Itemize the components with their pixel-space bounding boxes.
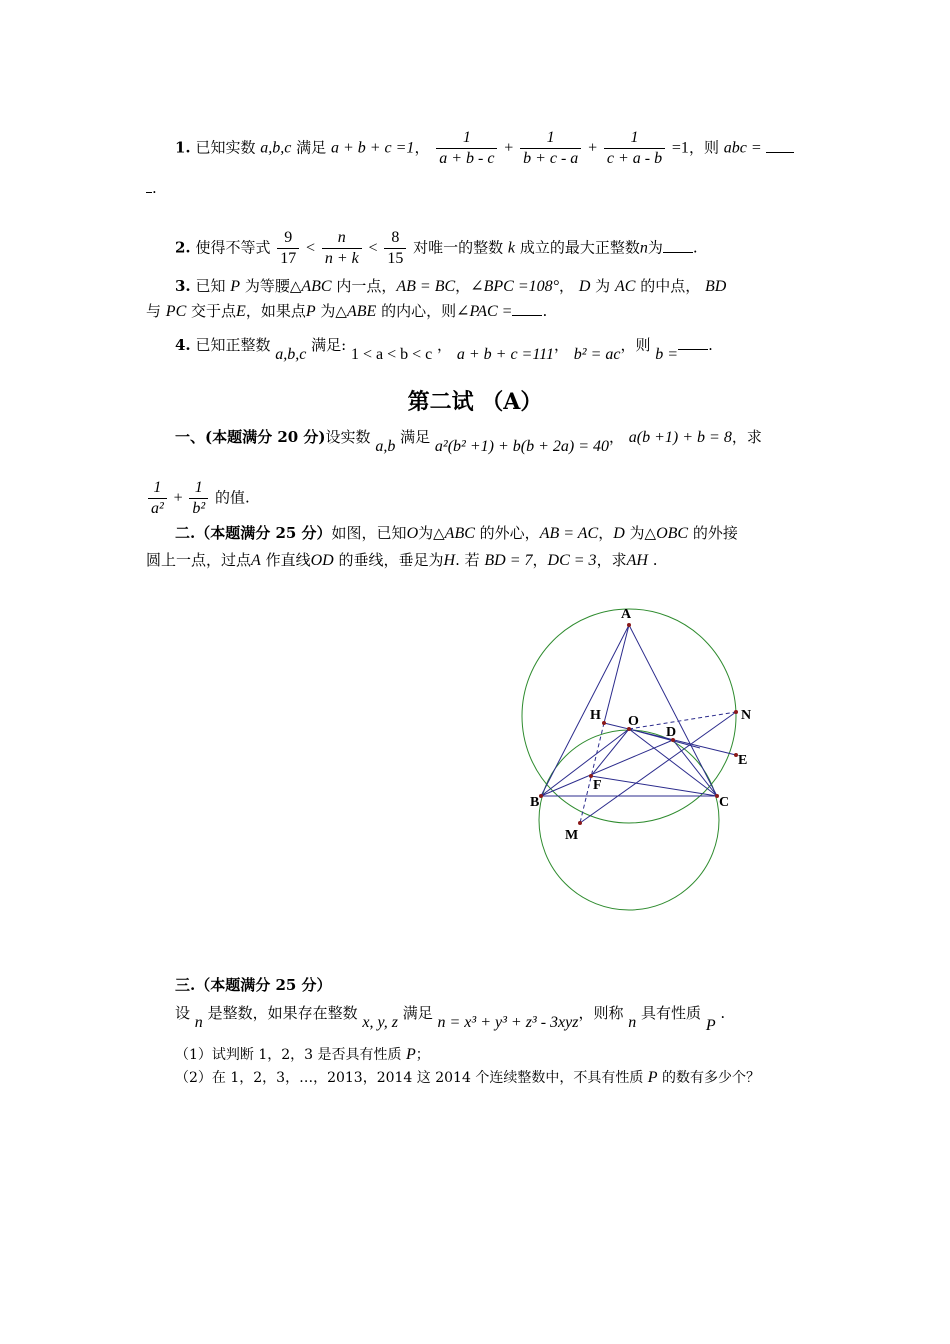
math: abc = bbox=[723, 139, 762, 157]
label-o: O bbox=[628, 714, 639, 729]
text: ； bbox=[415, 1047, 430, 1063]
point-h bbox=[602, 721, 606, 725]
math: AB = BC bbox=[396, 278, 456, 295]
text: 满足 bbox=[400, 428, 431, 446]
segment-ah bbox=[604, 625, 629, 723]
text: 成立的最大正整数 bbox=[519, 238, 640, 257]
math: a,b,c bbox=[275, 346, 307, 363]
math: a,b,c bbox=[260, 139, 292, 157]
math: DC = 3 bbox=[547, 552, 597, 569]
math: O bbox=[406, 525, 419, 542]
segment-od-ext bbox=[629, 729, 700, 748]
point-m bbox=[578, 821, 582, 825]
math: A bbox=[251, 552, 261, 569]
math: ABE bbox=[346, 303, 377, 320]
math: + bbox=[504, 139, 514, 157]
math: b = bbox=[655, 346, 679, 363]
text: . bbox=[542, 302, 548, 320]
math: 1 < a < b < c bbox=[350, 346, 433, 363]
text: . bbox=[692, 238, 698, 257]
problem-3-sub-1 bbox=[175, 1045, 430, 1065]
text: . bbox=[652, 551, 658, 569]
math: AC bbox=[614, 278, 636, 295]
math: b² = ac bbox=[573, 346, 621, 363]
fraction: $\frac{8}{15}$ bbox=[384, 228, 406, 269]
fraction: $\frac{n}{n + k}$ bbox=[322, 228, 362, 269]
math: a²(b² +1) + b(b + 2a) = 40 bbox=[434, 438, 609, 455]
text: 的值. bbox=[214, 488, 250, 507]
text: 如图，已知 bbox=[331, 524, 407, 542]
segment-bo bbox=[541, 729, 629, 796]
math: ABC bbox=[301, 278, 332, 295]
math: P bbox=[305, 303, 316, 320]
label-h: H bbox=[590, 708, 601, 723]
text: 的中点， bbox=[640, 277, 701, 295]
dashed-on bbox=[629, 712, 736, 729]
math: ∠PAC = bbox=[456, 303, 513, 320]
text: . bbox=[152, 179, 157, 197]
math: AH bbox=[626, 552, 648, 569]
math: P bbox=[647, 1069, 658, 1086]
label-b: B bbox=[530, 795, 540, 810]
math: a(b +1) + b = 8 bbox=[628, 429, 732, 446]
text: 内一点， bbox=[336, 277, 397, 295]
question-number: 3. bbox=[175, 277, 191, 295]
text: 为等腰△ bbox=[244, 277, 302, 295]
point-n bbox=[734, 710, 738, 714]
problem-3-line-1 bbox=[175, 1003, 726, 1034]
math: ABC bbox=[444, 525, 475, 542]
label-f: F bbox=[593, 778, 602, 793]
math: a + b + c =1 bbox=[330, 139, 415, 157]
text: ，如果点 bbox=[245, 302, 306, 320]
problem-3-heading: 三.（本题满分 25 分） bbox=[175, 976, 332, 994]
label-d: D bbox=[666, 725, 677, 740]
math: E bbox=[236, 303, 246, 320]
text: . bbox=[708, 336, 713, 354]
segment-bd bbox=[541, 740, 673, 796]
text: 是整数，如果存在整数 bbox=[207, 1004, 358, 1022]
math: + bbox=[173, 489, 183, 507]
fraction: $\frac{1}{\text{a²}}$ bbox=[148, 478, 167, 519]
text: 的垂线，垂足为 bbox=[338, 551, 444, 569]
text: ， bbox=[414, 138, 430, 157]
text: ， bbox=[455, 277, 471, 295]
text: 的数有多少个？ bbox=[662, 1070, 761, 1086]
math: D bbox=[613, 525, 625, 542]
segment-mn bbox=[580, 712, 736, 823]
math: k bbox=[507, 239, 516, 257]
label-e: E bbox=[738, 753, 748, 768]
math: BD bbox=[704, 278, 727, 295]
math: AB = AC bbox=[539, 525, 599, 542]
math: ∠BPC =108° bbox=[470, 278, 560, 295]
math: < bbox=[368, 239, 378, 257]
label-a: A bbox=[621, 607, 632, 622]
question-number: 2. bbox=[175, 238, 191, 257]
text: 满足: bbox=[311, 336, 347, 354]
text: 设实数 bbox=[325, 428, 371, 446]
text: ， bbox=[608, 428, 624, 446]
text: 为 bbox=[647, 238, 663, 257]
text: 的外心， bbox=[479, 524, 540, 542]
point-a bbox=[627, 623, 631, 627]
math: n bbox=[194, 1014, 203, 1031]
text: ， bbox=[598, 524, 614, 542]
fraction: $\frac{1}{\text{b²}}$ bbox=[189, 478, 208, 519]
text: ，则 bbox=[620, 336, 651, 354]
text: 交于点 bbox=[191, 302, 237, 320]
fraction: $\frac{1}{a + b - c}$ bbox=[436, 128, 497, 169]
text: ， bbox=[553, 336, 569, 354]
question-number: 1. bbox=[175, 138, 191, 157]
text: 为 bbox=[595, 277, 611, 295]
math: n = x³ + y³ + z³ - 3xyz bbox=[437, 1014, 579, 1031]
text: 作直线 bbox=[265, 551, 311, 569]
point-b bbox=[539, 794, 543, 798]
text: . 若 bbox=[455, 551, 480, 569]
circumcircle-obc bbox=[539, 730, 719, 910]
section-title: 第二试 （A） bbox=[407, 389, 543, 415]
math: x, y, z bbox=[362, 1014, 398, 1031]
text: ， bbox=[437, 336, 453, 354]
text: . bbox=[720, 1004, 726, 1022]
text: 使得不等式 bbox=[195, 238, 271, 257]
text: ， bbox=[559, 277, 575, 295]
text: 的内心，则 bbox=[381, 302, 457, 320]
problem-heading: 二.（本题满分 25 分） bbox=[175, 524, 332, 542]
text: 对唯一的整数 bbox=[413, 238, 504, 257]
text: ，求 bbox=[731, 428, 762, 446]
text: 具有性质 bbox=[641, 1004, 702, 1022]
math: PC bbox=[165, 303, 187, 320]
label-c: C bbox=[719, 795, 730, 810]
math: P bbox=[230, 278, 241, 295]
fraction: $\frac{1}{b + c - a}$ bbox=[520, 128, 581, 169]
text: 满足 bbox=[296, 138, 327, 157]
math: a + b + c =111 bbox=[456, 346, 554, 363]
text: ，则 bbox=[688, 138, 719, 157]
fraction: $\frac{9}{17}$ bbox=[277, 228, 299, 269]
text: 已知实数 bbox=[195, 138, 256, 157]
math: D bbox=[578, 278, 591, 295]
text: 已知正整数 bbox=[195, 336, 271, 354]
question-number: 4. bbox=[175, 336, 191, 354]
text: 圆上一点，过点 bbox=[146, 551, 252, 569]
math: + bbox=[588, 139, 598, 157]
segment-fc bbox=[591, 776, 717, 796]
math: n bbox=[628, 1014, 637, 1031]
label-n: N bbox=[741, 708, 752, 723]
text: ，求 bbox=[596, 551, 627, 569]
math: < bbox=[306, 239, 316, 257]
triangle-abc bbox=[541, 625, 717, 796]
text: （2）在 1，2，3，…，2013，2014 这 2014 个连续整数中，不具有性质 bbox=[175, 1070, 644, 1086]
label-m: M bbox=[565, 828, 579, 843]
text: ，则称 bbox=[578, 1004, 624, 1022]
math: a,b bbox=[375, 438, 396, 455]
text: 已知 bbox=[195, 277, 226, 295]
text: （1）试判断 1，2，3 是否具有性质 bbox=[175, 1047, 402, 1063]
text: 为△ bbox=[320, 302, 347, 320]
math: P bbox=[705, 1017, 716, 1034]
text: 为△ bbox=[418, 524, 445, 542]
math: OBC bbox=[656, 525, 689, 542]
text: 设 bbox=[175, 1004, 191, 1022]
math: n bbox=[639, 239, 648, 257]
math: BD = 7 bbox=[484, 552, 533, 569]
text: 与 bbox=[146, 302, 162, 320]
text: 为△ bbox=[629, 524, 657, 542]
math: =1 bbox=[671, 139, 689, 157]
text: ， bbox=[532, 551, 548, 569]
problem-heading: 一、(本题满分 20 分) bbox=[175, 428, 326, 446]
math: P bbox=[405, 1046, 416, 1063]
math: H bbox=[443, 552, 456, 569]
text: 的外接 bbox=[692, 524, 738, 542]
fraction: $\frac{1}{c + a - b}$ bbox=[604, 128, 665, 169]
problem-3-sub-2 bbox=[175, 1068, 760, 1088]
math: OD bbox=[310, 552, 334, 569]
text: 满足 bbox=[402, 1004, 433, 1022]
